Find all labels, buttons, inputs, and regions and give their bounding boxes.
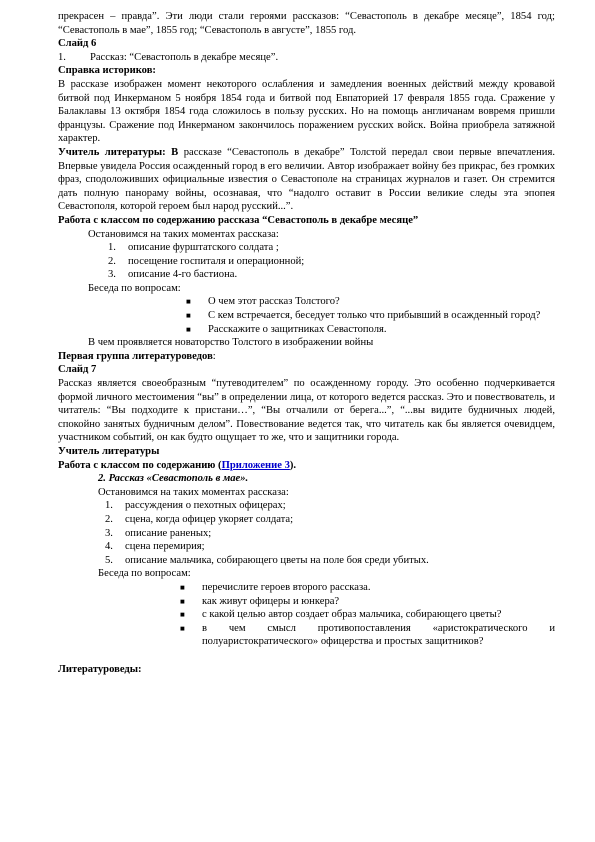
teacher-paragraph-1 xyxy=(58,146,555,214)
list-item: ■ О чем этот рассказ Толстого? xyxy=(186,296,340,308)
teacher-text: рассказе “Севастополь в декабре” Толстой передал свои первые впечатления. Впервые увидела Россия осажденный город в его величии. Автор изображает войну без прикрас, без громких фраз, сподоложивших официальные известия о Севастополе на страницах журналов и газет. Он стремится дать полную панораму войны, осознавая, что “надолго оставит в России великие следы эта эпопея Севастополя, которой героем был народ русский...”. xyxy=(58,146,555,213)
slide-6-item xyxy=(58,51,555,65)
work-2-moments-list xyxy=(58,499,555,567)
work-2-questions xyxy=(58,581,555,649)
list-item: 1. рассуждения о пехотных офицерах; xyxy=(105,500,286,512)
list-item: 4. сцена перемирия; xyxy=(105,541,205,553)
list-item: 2. сцена, когда офицер укоряет солдата; xyxy=(105,513,294,525)
work-2-talk: Беседа по вопросам: xyxy=(98,568,191,580)
bullet-icon: ■ xyxy=(186,324,191,334)
list-item: ■ в чем смысл противопоставления «аристократического и полуаристократического» офицерства и простых защитников? xyxy=(180,622,555,648)
work-1-moments-list xyxy=(58,241,555,282)
bullet-icon: ■ xyxy=(180,596,185,606)
document-page xyxy=(58,10,555,677)
list-item: 1. описание фурштатского солдата ; xyxy=(108,242,279,254)
slide-7-text: Рассказ является своеобразным “путеводителем” по осажденному городу. Это особенно подчеркивается формой личного местоимения “вы” в определении лица, от которого ведется рассказ. Это и повествователь, и читатель: “Вы подходите к пристани…”, “Вы отчалили от берега...”, “...вы видите будничных людей, спокойно занятых будничным делом”. Повествование ведется так, что читатель как бы является очевидцем, участником событий, он как будто ощущает то же, что и защитники города. xyxy=(58,378,555,444)
list-item: 2. посещение госпиталя и операционной; xyxy=(108,255,305,267)
teacher-label: Учитель литературы: xyxy=(58,146,166,158)
work-1-final: В чем проявляется новаторство Толстого в изображении войны xyxy=(88,337,374,349)
intro-paragraph: прекрасен – правда”. Эти люди стали героями рассказов: “Севастополь в декабре месяце”, 1854 год; “Севастополь в мае”, 1855 год; “Севастополь в августе”, 1855 год. xyxy=(58,11,555,36)
list-item: ■ С кем встречается, беседует только что прибывший в осажденный город? xyxy=(186,310,541,322)
work-2-heading: Работа с классом по содержанию (Приложение 3). xyxy=(58,459,297,471)
work-2-subtitle: 2. Рассказ «Севастополь в мае». xyxy=(98,473,249,485)
slide-6-heading: Слайд 6 xyxy=(58,38,97,50)
list-item: ■ перечислите героев второго рассказа. xyxy=(180,581,371,593)
work-1-intro: Остановимся на таких моментах рассказа: xyxy=(88,228,279,240)
appendix-link[interactable]: Приложение 3 xyxy=(221,459,290,471)
bullet-icon: ■ xyxy=(180,582,185,592)
bullet-icon: ■ xyxy=(180,623,185,633)
group-1-heading-line: Первая группа литературоведов: xyxy=(58,350,216,362)
bullet-icon: ■ xyxy=(180,610,185,620)
list-item: 3. описание 4-го бастиона. xyxy=(108,269,238,281)
work-1-talk: Беседа по вопросам: xyxy=(88,282,181,294)
bullet-icon: ■ xyxy=(186,297,191,307)
teacher-lead: В xyxy=(171,146,179,158)
work-2-intro: Остановимся на таких моментах рассказа: xyxy=(98,486,289,498)
list-item: ■ с какой целью автор создает образ мальчика, собирающего цветы? xyxy=(180,609,502,621)
work-1-questions xyxy=(58,295,555,336)
slide-6-item-number: 1. xyxy=(58,51,66,63)
group-1-heading: Первая группа литературоведов xyxy=(58,350,213,362)
list-item: ■ как живут офицеры и юнкера? xyxy=(180,595,340,607)
slide-6-item-text: Рассказ: “Севастополь в декабре месяце”. xyxy=(89,51,279,63)
list-item: 5. описание мальчика, собирающего цветы на поле боя среди убитых. xyxy=(105,554,429,566)
literary-scholars-heading: Литературоведы: xyxy=(58,663,142,675)
teacher-heading-2: Учитель литературы xyxy=(58,446,160,457)
list-item: 3. описание раненых; xyxy=(105,527,212,539)
list-item: ■ Расскажите о защитниках Севастополя. xyxy=(186,323,387,335)
work-1-heading: Работа с классом по содержанию рассказа “Севастополь в декабре месяце” xyxy=(58,214,419,226)
historians-heading: Справка историков: xyxy=(58,65,156,77)
slide-7-heading: Слайд 7 xyxy=(58,364,97,376)
bullet-icon: ■ xyxy=(186,311,191,321)
historians-text: В рассказе изображен момент некоторого ослабления и замедления военных действий между кровавой битвой под Инкерманом 5 ноября 1854 года и битвой под Евпаторией 17 февраля 1855 года. Сражение у Балаклавы 13 октября 1854 года сложилось в пользу русских. Но на помощь англичанам вовремя пришли французы. Сражение под Инкерманом закончилось поражением русских войск. Война приобрела затяжной характер. xyxy=(58,78,555,145)
